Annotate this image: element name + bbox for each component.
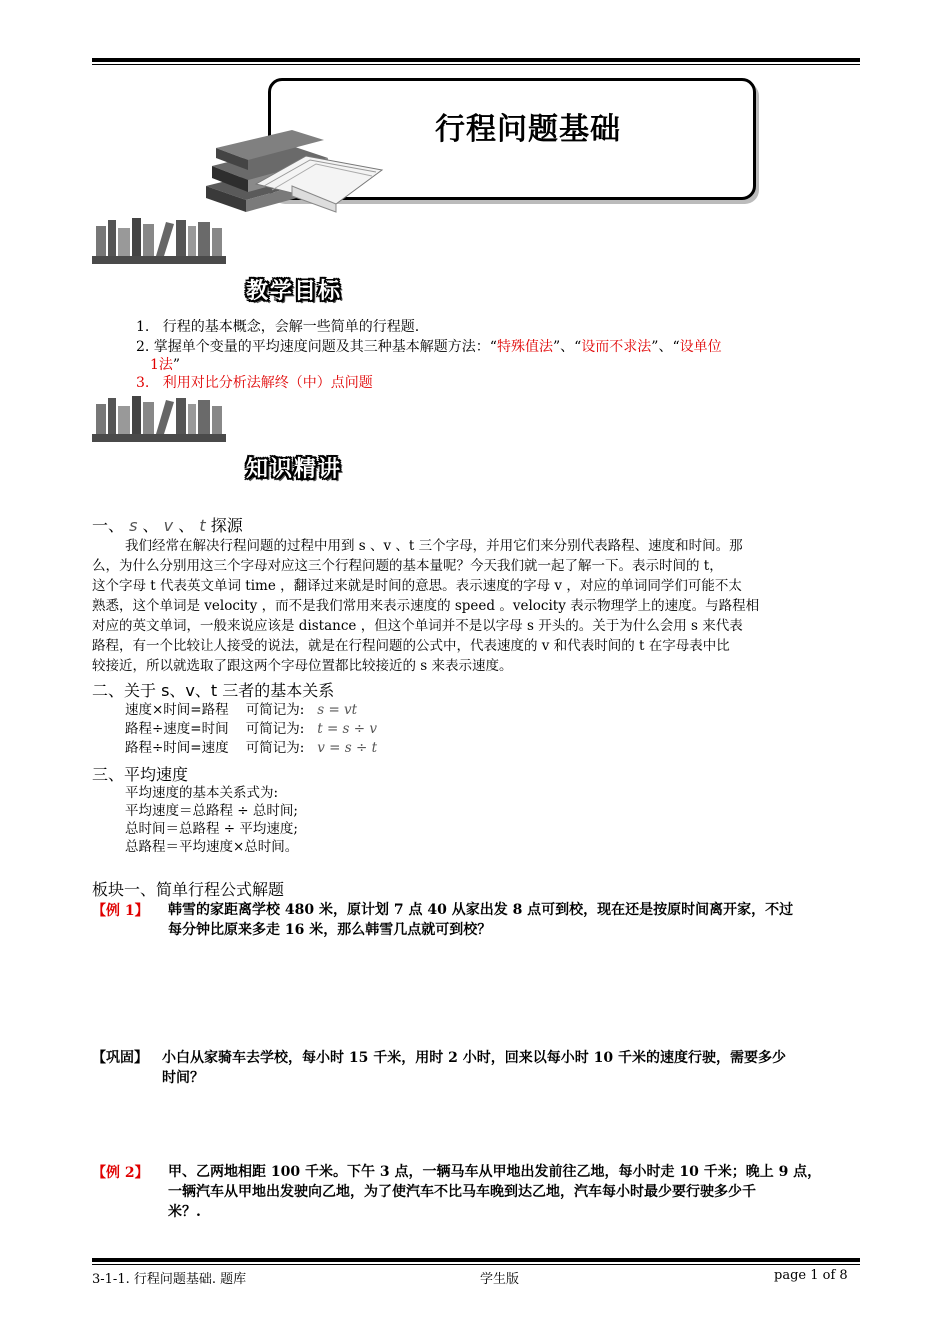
part1-heading-s: s [129,516,138,535]
relation-label-2: 可简记为: [245,721,305,737]
avg-speed-line-3: 总时间＝总路程 ÷ 平均速度; [125,821,298,837]
example-1-line-2: 每分钟比原来多走 16 米，那么韩雪几点就可到校？ [168,922,492,938]
footer-left: 3-1-1. 行程问题基础. 题库 [92,1272,247,1287]
goal-item-2-text-a: 2. 掌握单个变量的平均速度问题及其三种基本解题方法：“ [136,339,497,355]
bookshelf-icon-2 [90,392,230,446]
relation-text-2: 路程÷速度=时间 [125,721,229,737]
part1-line-6: 路程，有一个比较让人接受的说法，就是在行程问题的公式中，代表速度的 v 和代表时间的 t 在字母表中比 [92,638,730,654]
part1-heading [92,513,243,536]
part1-line-4: 熟悉，这个单词是 velocity ，而不是我们常用来表示速度的 speed 。velocity 表示物理学上的速度。与路程相 [92,598,760,614]
part1-heading-sep2: 、 [178,516,195,535]
goal-item-3: 3. 利用对比分析法解终（中）点问题 [136,375,373,391]
block1-heading: 板块一、简单行程公式解题 [92,880,285,899]
part1-heading-suffix: 探源 [210,516,243,535]
relation-row-3 [125,738,377,759]
footer-rule-thick [92,1258,860,1262]
goal-item-2-text-c: ”、“ [651,339,680,355]
avg-speed-line-2: 平均速度＝总路程 ÷ 总时间; [125,803,298,819]
part1-heading-t: t [199,516,206,535]
goal-item-1: 1. 行程的基本概念，会解一些简单的行程题. [136,319,420,335]
relation-label-3: 可简记为: [245,740,305,756]
part2-heading: 二、关于 s、v、t 三者的基本关系 [92,681,335,700]
part1-line-2: 么，为什么分别用这三个字母对应这三个行程问题的基本量呢？今天我们就一起了解一下。表示时间的 t， [92,558,723,574]
books-illustration [196,126,386,218]
goal-method-1: 特殊值法 [496,339,553,355]
practice-line-1: 小白从家骑车去学校，每小时 15 千米，用时 2 小时，回来以每小时 10 千米的速度行驶，需要多少 [162,1050,786,1066]
part1-heading-prefix: 一、 [92,516,125,535]
relation-formula-2: t = s ÷ v [317,721,378,737]
part1-line-7: 较接近，所以就选取了跟这两个字母位置都比较接近的 s 来表示速度。 [92,658,513,674]
goal-item-2 [136,337,866,357]
example-2-label: 【例 2】 [92,1165,149,1181]
avg-speed-line-4: 总路程＝平均速度×总时间。 [125,839,299,855]
example-2-line-2: 一辆汽车从甲地出发驶向乙地，为了使汽车不比马车晚到达乙地，汽车每小时最少要行驶多少千 [168,1184,756,1200]
page-title: 行程问题基础 [435,112,621,147]
example-1-label: 【例 1】 [92,903,149,919]
goal-method-3-cont: 1法 [150,357,173,373]
part1-heading-v: v [163,516,174,535]
bookshelf-icon [90,214,230,268]
practice-line-2: 时间？ [162,1070,204,1086]
goals-banner: 教学目标 [246,279,343,304]
relation-row-2 [125,719,377,740]
relation-text-3: 路程÷时间=速度 [125,740,229,756]
relation-formula-3: v = s ÷ t [317,740,378,756]
top-rule-thin [92,64,860,65]
avg-speed-line-1: 平均速度的基本关系式为: [125,785,279,801]
goal-method-3: 设单位 [679,339,722,355]
goal-item-2-text-b: ”、“ [552,339,582,355]
example-1-line-1: 韩雪的家距离学校 480 米，原计划 7 点 40 从家出发 8 点可到校，现在还是按原时间离开家，不过 [168,902,794,918]
goal-item-2-cont [150,355,180,375]
part1-line-3: 这个字母 t 代表英文单词 time ，翻译过来就是时间的意思。表示速度的字母 v ，对应的单词同学们可能不太 [92,578,742,594]
part1-line-5: 对应的英文单词，一般来说应该是 distance ，但这个单词并不是以字母 s 开头的。关于为什么会用 s 来代表 [92,618,743,634]
footer-center: 学生版 [480,1272,520,1287]
relation-label-1: 可简记为: [245,702,305,718]
practice-label: 【巩固】 [92,1050,148,1066]
part1-heading-sep1: 、 [142,516,159,535]
footer-page-number: page 1 of 8 [774,1268,848,1283]
footer-rule-thin [92,1264,860,1265]
goal-item-2-text-d: ” [172,357,181,373]
relation-row-1 [125,700,357,721]
example-2-line-1: 甲、乙两地相距 100 千米。下午 3 点，一辆马车从甲地出发前往乙地，每小时走 10 千米；晚上 9 点， [168,1164,822,1180]
example-2-line-3: 米？. [168,1204,201,1220]
part1-line-1: 我们经常在解决行程问题的过程中用到 s 、v 、t 三个字母，并用它们来分别代表路程、速度和时间。那 [125,538,743,554]
top-rule-thick [92,58,860,62]
goal-method-2: 设而不求法 [581,339,652,355]
part3-heading: 三、平均速度 [92,765,189,784]
knowledge-banner: 知识精讲 [246,457,343,482]
relation-text-1: 速度×时间=路程 [125,702,229,718]
relation-formula-1: s = vt [317,702,358,718]
